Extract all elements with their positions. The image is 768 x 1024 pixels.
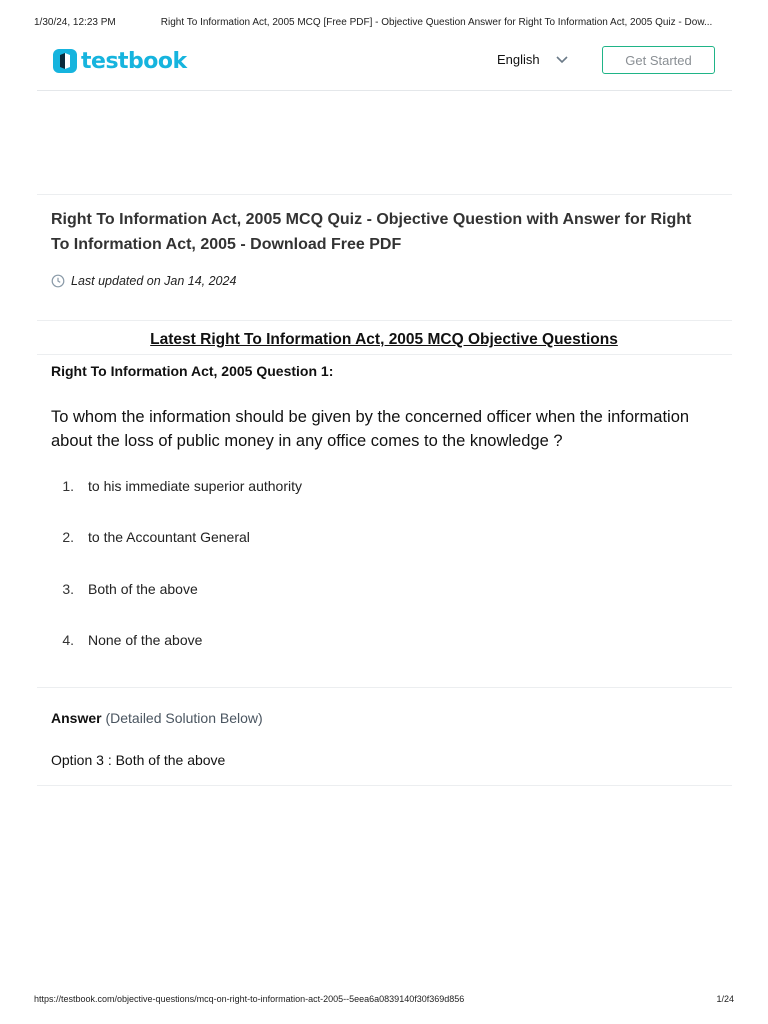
- print-page-title: Right To Information Act, 2005 MCQ [Free PDF] - Objective Question Answer for Right To Information Act, 2005 Quiz - Dow...: [160, 17, 713, 28]
- divider: [37, 785, 732, 786]
- last-updated: [51, 274, 236, 288]
- logo-text: testbook: [81, 48, 187, 74]
- option-number: 4.: [62, 631, 74, 648]
- option-item[interactable]: [51, 529, 302, 580]
- get-started-button[interactable]: Get Started: [602, 46, 715, 74]
- option-item[interactable]: [51, 478, 302, 529]
- option-text: Both of the above: [88, 580, 198, 597]
- top-navbar: [37, 40, 732, 91]
- option-text: to his immediate superior authority: [88, 478, 302, 494]
- print-page-number: 1/24: [716, 994, 734, 1004]
- answer-text: Option 3 : Both of the above: [51, 752, 226, 768]
- print-footer: [34, 994, 734, 1004]
- divider: [37, 687, 732, 688]
- print-header: [34, 17, 730, 28]
- option-text: to the Accountant General: [88, 529, 250, 546]
- divider: [37, 194, 732, 195]
- option-item[interactable]: [51, 581, 302, 632]
- question-label: Right To Information Act, 2005 Question 1:: [51, 363, 334, 379]
- answer-options: [51, 478, 302, 683]
- answer-label: Answer: [51, 710, 102, 726]
- divider: [37, 354, 732, 355]
- option-number: 1.: [62, 478, 74, 494]
- page-title: Right To Information Act, 2005 MCQ Quiz - Objective Question with Answer for Right To Information Act, 2005 - Download Free PDF: [51, 211, 692, 253]
- option-item[interactable]: [51, 632, 302, 683]
- question-text: To whom the information should be given by the concerned officer when the information about the loss of public money in any office comes to the knowledge ?: [51, 408, 690, 450]
- print-datetime: 1/30/24, 12:23 PM: [34, 17, 116, 28]
- language-label: English: [497, 52, 540, 67]
- testbook-logo[interactable]: [52, 48, 187, 74]
- option-number: 2.: [62, 529, 74, 546]
- answer-heading: [51, 710, 263, 726]
- chevron-down-icon: [556, 56, 568, 64]
- last-updated-text: Last updated on Jan 14, 2024: [71, 274, 237, 288]
- testbook-logo-icon: [52, 48, 78, 74]
- detailed-solution-link[interactable]: (Detailed Solution Below): [105, 710, 263, 726]
- language-selector[interactable]: [497, 52, 568, 67]
- option-text: None of the above: [88, 631, 203, 648]
- print-url: https://testbook.com/objective-questions/mcq-on-right-to-information-act-2005--5eea6a0839140f30f369d856: [34, 994, 465, 1004]
- divider: [37, 320, 732, 321]
- option-number: 3.: [62, 580, 74, 597]
- section-title: Latest Right To Information Act, 2005 MCQ Objective Questions: [150, 331, 618, 348]
- clock-icon: [51, 274, 65, 288]
